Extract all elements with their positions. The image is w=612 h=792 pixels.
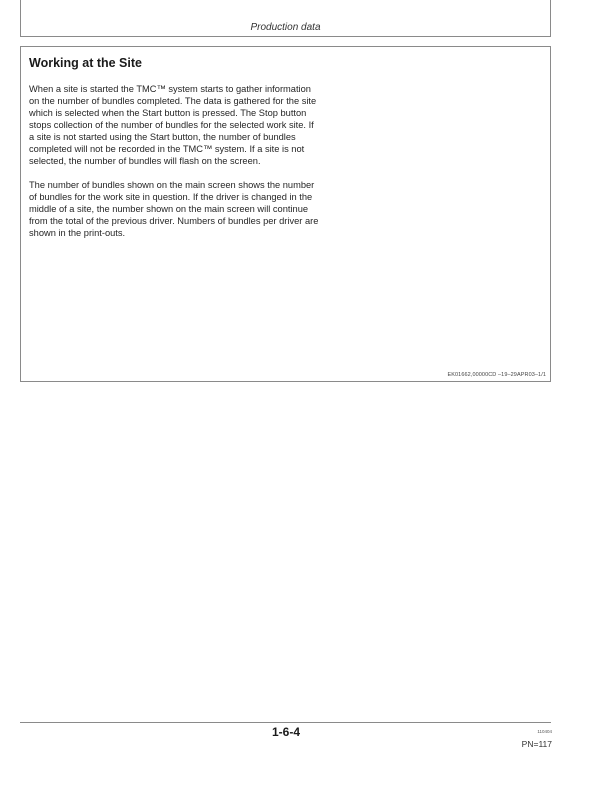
footer-divider [20, 722, 551, 723]
document-reference: EK01662,00000CD –19–29APR03–1/1 [447, 372, 546, 378]
section-box [20, 46, 551, 382]
running-header [20, 0, 551, 37]
footer-code: 110404 [537, 729, 552, 734]
section-title: Working at the Site [29, 56, 142, 70]
page-number: 1-6-4 [271, 725, 300, 739]
footer-page-id: PN=117 [521, 739, 552, 749]
paragraph: The number of bundles shown on the main screen shows the number of bundles for the work site in question. If the driver is changed in the middle of a site, the number shown on the main screen will continue from the total of the previous driver. Numbers of bundles per driver are shown in the print-outs. [29, 180, 319, 238]
section-body [29, 83, 319, 251]
running-title: Production data [250, 22, 321, 33]
paragraph: When a site is started the TMC™ system starts to gather information on the number of bundles completed. The data is gathered for the site which is selected when the Start button is pressed. The Stop button stops collection of the number of bundles for the selected work site. If a site is not started using the Start button, the number of bundles completed will not be recorded in the TMC™ system. If a site is not selected, the number of bundles will flash on the screen. [29, 84, 317, 166]
